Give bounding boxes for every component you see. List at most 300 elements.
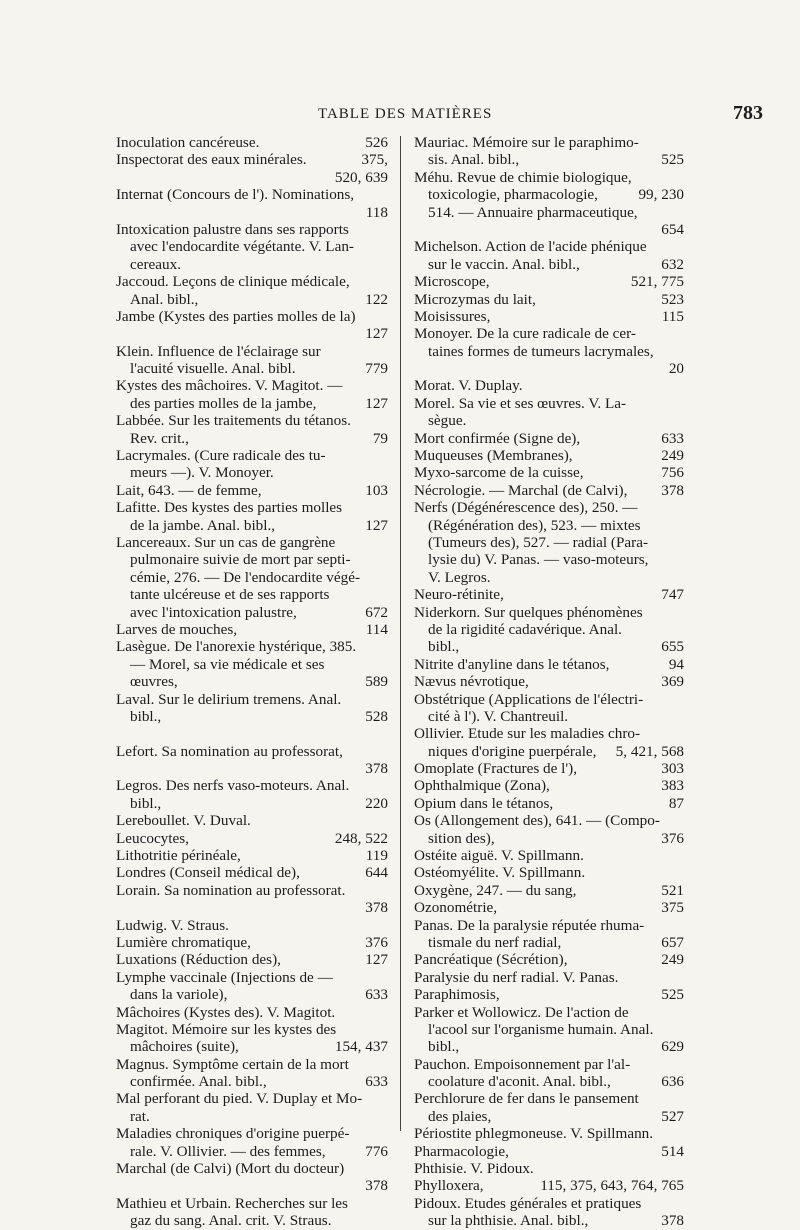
index-entry-line [414, 204, 684, 221]
entry-text: Niderkorn. Sur quelques phénomènes [414, 603, 643, 621]
entry-text: des parties molles de la jambe, [130, 394, 317, 412]
index-entry-line [116, 430, 388, 447]
index-entry-line [414, 847, 684, 864]
index-entry-line [414, 951, 684, 968]
entry-text: Méhu. Revue de chimie biologique, [414, 168, 632, 186]
index-entry-line [414, 1108, 684, 1125]
index-entry-line [414, 899, 684, 916]
entry-page-refs: 376 [661, 829, 684, 847]
entry-page-refs: 154, 437 [334, 1038, 388, 1056]
index-entry-line [414, 534, 684, 551]
entry-text: toxicologie, pharmacologie, [428, 186, 598, 204]
index-entry-line [414, 621, 684, 638]
entry-text: Rev. crit., [130, 429, 189, 447]
entry-text: Lancereaux. Sur un cas de gangrène [116, 533, 336, 551]
entry-page-refs [382, 551, 388, 568]
index-entry-line [414, 934, 684, 951]
index-entry-line [116, 777, 388, 794]
entry-page-refs: 655 [661, 638, 684, 656]
entry-page-refs [382, 917, 388, 934]
entry-page-refs [382, 656, 388, 673]
entry-text: Os (Allongement des), 641. — (Compo- [414, 812, 660, 830]
entry-page-refs: 5, 421, 568 [615, 742, 684, 760]
entry-page-refs [678, 969, 684, 986]
entry-text: 514. — Annuaire pharmaceutique, [428, 203, 638, 221]
index-entry-line [414, 1021, 684, 1038]
entry-page-refs [678, 621, 684, 638]
entry-text: pulmonaire suivie de mort par septi- [130, 551, 351, 569]
index-entry-line [414, 864, 684, 881]
entry-text: Inoculation cancéreuse. [116, 134, 260, 151]
entry-text: cereaux. [130, 255, 182, 273]
entry-page-refs: 118 [365, 203, 388, 221]
entry-text: Lefort. Sa nomination au professorat, [116, 742, 343, 760]
entry-text: Nitrite d'anyline dans le tétanos, [414, 655, 610, 673]
index-entry-line [116, 221, 388, 238]
index-entry-line [116, 621, 388, 638]
entry-text: de la rigidité cadavérique. Anal. [428, 620, 622, 638]
entry-text: Lereboullet. V. Duval. [116, 812, 251, 830]
entry-text: cité à l'). V. Chantreuil. [428, 707, 569, 725]
entry-page-refs: 127 [365, 951, 388, 969]
entry-text: Lorain. Sa nomination au professorat. [116, 881, 346, 899]
index-entry-line [414, 551, 684, 568]
index-entry-line [116, 186, 388, 203]
index-entry-line [414, 186, 684, 203]
index-entry-line [414, 238, 684, 255]
index-entry-line [414, 1160, 684, 1177]
entry-page-refs [382, 534, 388, 551]
entry-page-refs: 521 [661, 881, 684, 899]
entry-page-refs [678, 204, 684, 221]
entry-text: bibl., [428, 638, 460, 656]
entry-page-refs: 521, 775 [630, 273, 684, 291]
index-entry-line [116, 830, 388, 847]
entry-page-refs: 756 [661, 464, 684, 482]
entry-text: Inspectorat des eaux minérales. [116, 151, 307, 169]
entry-text: bibl., [130, 707, 162, 725]
entry-page-refs: 122 [365, 290, 388, 308]
entry-text: Magitot. Mémoire sur les kystes des [116, 1020, 337, 1038]
index-entry-line [414, 395, 684, 412]
index-entry-line [116, 517, 388, 534]
index-entry-line [116, 882, 388, 899]
entry-page-refs: 375, [361, 151, 388, 169]
entry-text: Panas. De la paralysie réputée rhuma- [414, 916, 645, 934]
entry-text: sis. Anal. bibl., [428, 151, 520, 169]
entry-text: Ophthalmique (Zona), [414, 777, 550, 795]
index-entry-line [414, 830, 684, 847]
entry-page-refs [382, 412, 388, 429]
index-entry-line [116, 847, 388, 864]
entry-text: Nævus névrotique, [414, 673, 529, 691]
entry-page-refs: 369 [661, 673, 684, 691]
index-entry-line [414, 343, 684, 360]
index-entry-line [116, 951, 388, 968]
entry-text: Lacrymales. (Cure radicale des tu- [116, 447, 326, 465]
entry-page-refs: 378 [365, 1177, 388, 1195]
index-entry-line [116, 343, 388, 360]
entry-page-refs [382, 777, 388, 794]
entry-page-refs [678, 325, 684, 342]
entry-text: l'acool sur l'organisme humain. Anal. [428, 1020, 654, 1038]
index-entry-line [116, 673, 388, 690]
index-entry-line [116, 291, 388, 308]
entry-page-refs [382, 221, 388, 238]
index-entry-line [414, 1125, 684, 1142]
entry-page-refs: 633 [661, 429, 684, 447]
index-entry-line [116, 308, 388, 325]
entry-page-refs [678, 1090, 684, 1107]
entry-text: œuvres, [130, 673, 178, 691]
entry-page-refs [678, 377, 684, 394]
index-entry-line [414, 1090, 684, 1107]
entry-page-refs: 249 [661, 447, 684, 465]
entry-text: Michelson. Action de l'acide phénique [414, 238, 647, 256]
entry-page-refs [678, 864, 684, 881]
index-entry-line [116, 1038, 388, 1055]
index-entry-line [116, 325, 388, 342]
entry-text: Mathieu et Urbain. Recherches sur les [116, 1194, 348, 1212]
entry-page-refs [678, 1056, 684, 1073]
index-entry-line [414, 447, 684, 464]
index-entry-line [116, 204, 388, 221]
index-entry-line [116, 1177, 388, 1194]
entry-page-refs [382, 1056, 388, 1073]
entry-page-refs: 20 [668, 360, 684, 378]
entry-text: niques d'origine puerpérale, [428, 742, 597, 760]
entry-page-refs: 383 [661, 777, 684, 795]
entry-page-refs [678, 169, 684, 186]
index-entry-line [414, 986, 684, 1003]
entry-text: confirmée. Anal. bibl., [130, 1073, 267, 1091]
entry-text: Magnus. Symptôme certain de la mort [116, 1055, 349, 1073]
index-entry-line [414, 969, 684, 986]
index-entry-line [414, 638, 684, 655]
entry-page-refs: 657 [661, 933, 684, 951]
entry-page-refs [382, 1108, 388, 1125]
entry-text: coolature d'aconit. Anal. bibl., [428, 1073, 611, 1091]
index-entry-line [116, 551, 388, 568]
index-entry-line [414, 308, 684, 325]
entry-page-refs: 644 [365, 864, 388, 882]
entry-text: — Morel, sa vie médicale et ses [130, 655, 325, 673]
entry-text: tismale du nerf radial, [428, 933, 562, 951]
index-entry-line [116, 360, 388, 377]
index-entry-line [116, 569, 388, 586]
entry-text: Londres (Conseil médical de), [116, 864, 300, 882]
index-entry-line [116, 273, 388, 290]
index-entry-line [116, 917, 388, 934]
entry-text: Microscope, [414, 273, 490, 291]
index-entry-line [414, 673, 684, 690]
index-entry-line [116, 604, 388, 621]
entry-page-refs: 589 [365, 673, 388, 691]
entry-page-refs: 378 [365, 899, 388, 917]
index-entry-line [414, 482, 684, 499]
index-entry-line [414, 169, 684, 186]
index-entry-line [116, 795, 388, 812]
index-entry-line [414, 151, 684, 168]
entry-text: des plaies, [428, 1107, 492, 1125]
entry-page-refs [678, 499, 684, 516]
entry-page-refs [678, 517, 684, 534]
entry-text: Périostite phlegmoneuse. V. Spillmann. [414, 1125, 654, 1143]
entry-page-refs [382, 882, 388, 899]
entry-text: Maladies chroniques d'origine puerpé- [116, 1125, 350, 1143]
index-entry-line [116, 395, 388, 412]
entry-text: Monoyer. De la cure radicale de cer- [414, 325, 636, 343]
entry-text: Lithotritie périnéale, [116, 847, 241, 865]
entry-page-refs: 528 [365, 707, 388, 725]
entry-text: sur la phthisie. Anal. bibl., [428, 1212, 589, 1230]
index-column-left [116, 134, 388, 1230]
entry-text: Neuro-rétinite, [414, 586, 504, 604]
entry-text: Ostéomyélite. V. Spillmann. [414, 864, 586, 882]
entry-page-refs: 115 [661, 307, 684, 325]
entry-text: Lymphe vaccinale (Injections de — [116, 968, 333, 986]
entry-page-refs [382, 1125, 388, 1142]
entry-text: de la jambe. Anal. bibl., [130, 516, 276, 534]
entry-page-refs: 654 [661, 220, 684, 238]
index-entry-line [414, 325, 684, 342]
entry-text: Klein. Influence de l'éclairage sur [116, 342, 321, 360]
index-entry-line [116, 499, 388, 516]
index-entry-line [116, 1073, 388, 1090]
entry-text: Larves de mouches, [116, 620, 238, 638]
entry-text: tante ulcéreuse et de ses rapports [130, 586, 330, 604]
index-entry-line [116, 1056, 388, 1073]
entry-text: Mort confirmée (Signe de), [414, 429, 581, 447]
entry-page-refs [382, 638, 388, 655]
entry-text: sur le vaccin. Anal. bibl., [428, 255, 580, 273]
entry-page-refs [678, 708, 684, 725]
entry-text: Anal. bibl., [130, 290, 199, 308]
entry-page-refs [382, 969, 388, 986]
entry-text: Labbée. Sur les traitements du tétanos. [116, 412, 351, 430]
entry-page-refs: 514 [661, 1142, 684, 1160]
entry-page-refs [382, 1021, 388, 1038]
index-entry-line [414, 1073, 684, 1090]
entry-page-refs [382, 464, 388, 481]
entry-page-refs: 127 [365, 325, 388, 343]
index-entry-line [414, 882, 684, 899]
entry-page-refs [678, 343, 684, 360]
entry-text: Ollivier. Etude sur les maladies chro- [414, 725, 641, 743]
index-entry-line [414, 725, 684, 742]
index-entry-line [414, 812, 684, 829]
entry-page-refs [382, 725, 388, 742]
index-entry-line [116, 447, 388, 464]
index-entry-line [116, 1160, 388, 1177]
entry-text: Jambe (Kystes des parties molles de la) [116, 307, 356, 325]
index-entry-line [414, 360, 684, 377]
entry-page-refs: 523 [661, 290, 684, 308]
entry-page-refs [678, 1004, 684, 1021]
entry-text: Moisissures, [414, 307, 491, 325]
index-entry-line [116, 708, 388, 725]
entry-page-refs: 747 [661, 586, 684, 604]
column-divider [400, 136, 401, 1131]
index-entry-line [414, 691, 684, 708]
index-entry-line [414, 1038, 684, 1055]
index-entry-line [116, 377, 388, 394]
index-entry-line [116, 638, 388, 655]
entry-text: Ostéite aiguë. V. Spillmann. [414, 847, 584, 865]
index-entry-line [116, 812, 388, 829]
entry-page-refs: 79 [372, 429, 388, 447]
entry-text: Paraphimosis, [414, 986, 500, 1004]
entry-page-refs: 249 [661, 951, 684, 969]
entry-text: Jaccoud. Leçons de clinique médicale, [116, 273, 350, 291]
index-entry-line [414, 1056, 684, 1073]
entry-page-refs: 672 [365, 603, 388, 621]
running-header: TABLE DES MATIÈRES [318, 106, 493, 122]
entry-page-refs [382, 308, 388, 325]
index-entry-line [116, 864, 388, 881]
entry-text: rat. [130, 1107, 150, 1125]
entry-text: Pauchon. Empoisonnement par l'al- [414, 1055, 631, 1073]
entry-page-refs [382, 1195, 388, 1212]
entry-page-refs [382, 238, 388, 255]
entry-text: Pharmacologie, [414, 1142, 509, 1160]
index-entry-line [116, 1125, 388, 1142]
index-entry-line [414, 499, 684, 516]
index-column-right [414, 134, 684, 1230]
entry-text: Mâchoires (Kystes des). V. Magitot. [116, 1003, 336, 1021]
entry-text: Kystes des mâchoires. V. Magitot. — [116, 377, 343, 395]
entry-text: Intoxication palustre dans ses rapports [116, 220, 349, 238]
index-entry-line [414, 743, 684, 760]
entry-page-refs: 94 [668, 655, 684, 673]
entry-text: Paralysie du nerf radial. V. Panas. [414, 968, 619, 986]
entry-page-refs: 103 [365, 481, 388, 499]
entry-text: cémie, 276. — De l'endocardite végé- [130, 568, 361, 586]
entry-page-refs [382, 586, 388, 603]
entry-page-refs: 127 [365, 394, 388, 412]
entry-page-refs [382, 1090, 388, 1107]
index-entry-line [116, 1090, 388, 1107]
entry-page-refs: 527 [661, 1107, 684, 1125]
index-entry-line [116, 899, 388, 916]
index-entry-line [414, 760, 684, 777]
entry-page-refs: 378 [661, 1212, 684, 1230]
entry-text: mâchoires (suite), [130, 1038, 239, 1056]
entry-page-refs: 303 [661, 760, 684, 778]
index-entry-line [116, 586, 388, 603]
entry-text: Morat. V. Duplay. [414, 377, 523, 395]
entry-text: Pancréatique (Sécrétion), [414, 951, 568, 969]
index-entry-line [116, 482, 388, 499]
index-entry-line [414, 1004, 684, 1021]
entry-text: Mauriac. Mémoire sur le paraphimo- [414, 134, 639, 151]
index-entry-line [116, 169, 388, 186]
entry-page-refs [678, 238, 684, 255]
index-entry-line [116, 1108, 388, 1125]
entry-page-refs: 99, 230 [638, 186, 684, 204]
entry-page-refs [382, 186, 388, 203]
index-entry-line [116, 934, 388, 951]
index-entry-line [116, 1004, 388, 1021]
entry-page-refs: 632 [661, 255, 684, 273]
entry-page-refs: 87 [668, 794, 684, 812]
entry-page-refs [382, 273, 388, 290]
entry-page-refs [678, 412, 684, 429]
entry-page-refs [678, 1160, 684, 1177]
entry-text: Obstétrique (Applications de l'électri- [414, 690, 644, 708]
entry-page-refs [678, 1195, 684, 1212]
entry-text: avec l'intoxication palustre, [130, 603, 297, 621]
entry-page-refs [678, 395, 684, 412]
entry-page-refs: 375 [661, 899, 684, 917]
entry-text: Lasègue. De l'anorexie hystérique, 385. [116, 638, 357, 656]
index-entry-line [414, 1143, 684, 1160]
index-entry-line [414, 1177, 684, 1194]
entry-text: Leucocytes, [116, 829, 189, 847]
entry-page-refs [678, 1125, 684, 1142]
entry-page-refs: 248, 522 [334, 829, 388, 847]
entry-page-refs: 779 [365, 360, 388, 378]
index-entry-line [414, 656, 684, 673]
entry-text: Ludwig. V. Straus. [116, 916, 229, 934]
entry-text: Phylloxera, [414, 1177, 484, 1195]
entry-page-refs: 633 [365, 1073, 388, 1091]
entry-page-refs: 520, 639 [334, 168, 388, 186]
entry-page-refs [382, 569, 388, 586]
entry-text: Nerfs (Dégénérescence des), 250. — [414, 499, 638, 517]
index-entry-line [414, 377, 684, 394]
entry-text: Oxygène, 247. — du sang, [414, 881, 577, 899]
index-entry-line [414, 464, 684, 481]
index-entry-line [116, 1021, 388, 1038]
index-entry-line [116, 691, 388, 708]
entry-text: Lumière chromatique, [116, 933, 251, 951]
entry-text: meurs —). V. Monoyer. [130, 464, 274, 482]
entry-text: Microzymas du lait, [414, 290, 536, 308]
entry-page-refs: 376 [365, 933, 388, 951]
entry-page-refs: 629 [661, 1038, 684, 1056]
entry-text: (Tumeurs des), 527. — radial (Para- [428, 533, 649, 551]
index-entry-line [116, 256, 388, 273]
index-entry-line [414, 273, 684, 290]
entry-page-refs [382, 447, 388, 464]
entry-text: Myxo-sarcome de la cuisse, [414, 464, 584, 482]
entry-page-refs: 114 [365, 620, 388, 638]
entry-page-refs [382, 1004, 388, 1021]
index-entry-line [116, 656, 388, 673]
index-entry-line [116, 534, 388, 551]
entry-page-refs: 119 [365, 847, 388, 865]
index-entry-line [414, 708, 684, 725]
index-entry-line [116, 464, 388, 481]
index-entry-line [414, 1195, 684, 1212]
entry-page-refs: 115, 375, 643, 764, 765 [540, 1177, 684, 1195]
entry-page-refs: 636 [661, 1073, 684, 1091]
entry-page-refs: 633 [365, 986, 388, 1004]
index-entry-line [414, 777, 684, 794]
entry-text: Pidoux. Etudes générales et pratiques [414, 1194, 642, 1212]
index-entry-line [414, 291, 684, 308]
index-entry-line [414, 430, 684, 447]
entry-text: bibl., [428, 1038, 460, 1056]
entry-text: Omoplate (Fractures de l'), [414, 760, 577, 778]
entry-text: dans la variole), [130, 986, 228, 1004]
entry-page-refs: 378 [365, 760, 388, 778]
index-entry-line [414, 221, 684, 238]
index-entry-line [116, 238, 388, 255]
entry-text: avec l'endocardite végétante. V. Lan- [130, 238, 354, 256]
entry-text: Parker et Wollowicz. De l'action de [414, 1003, 629, 1021]
